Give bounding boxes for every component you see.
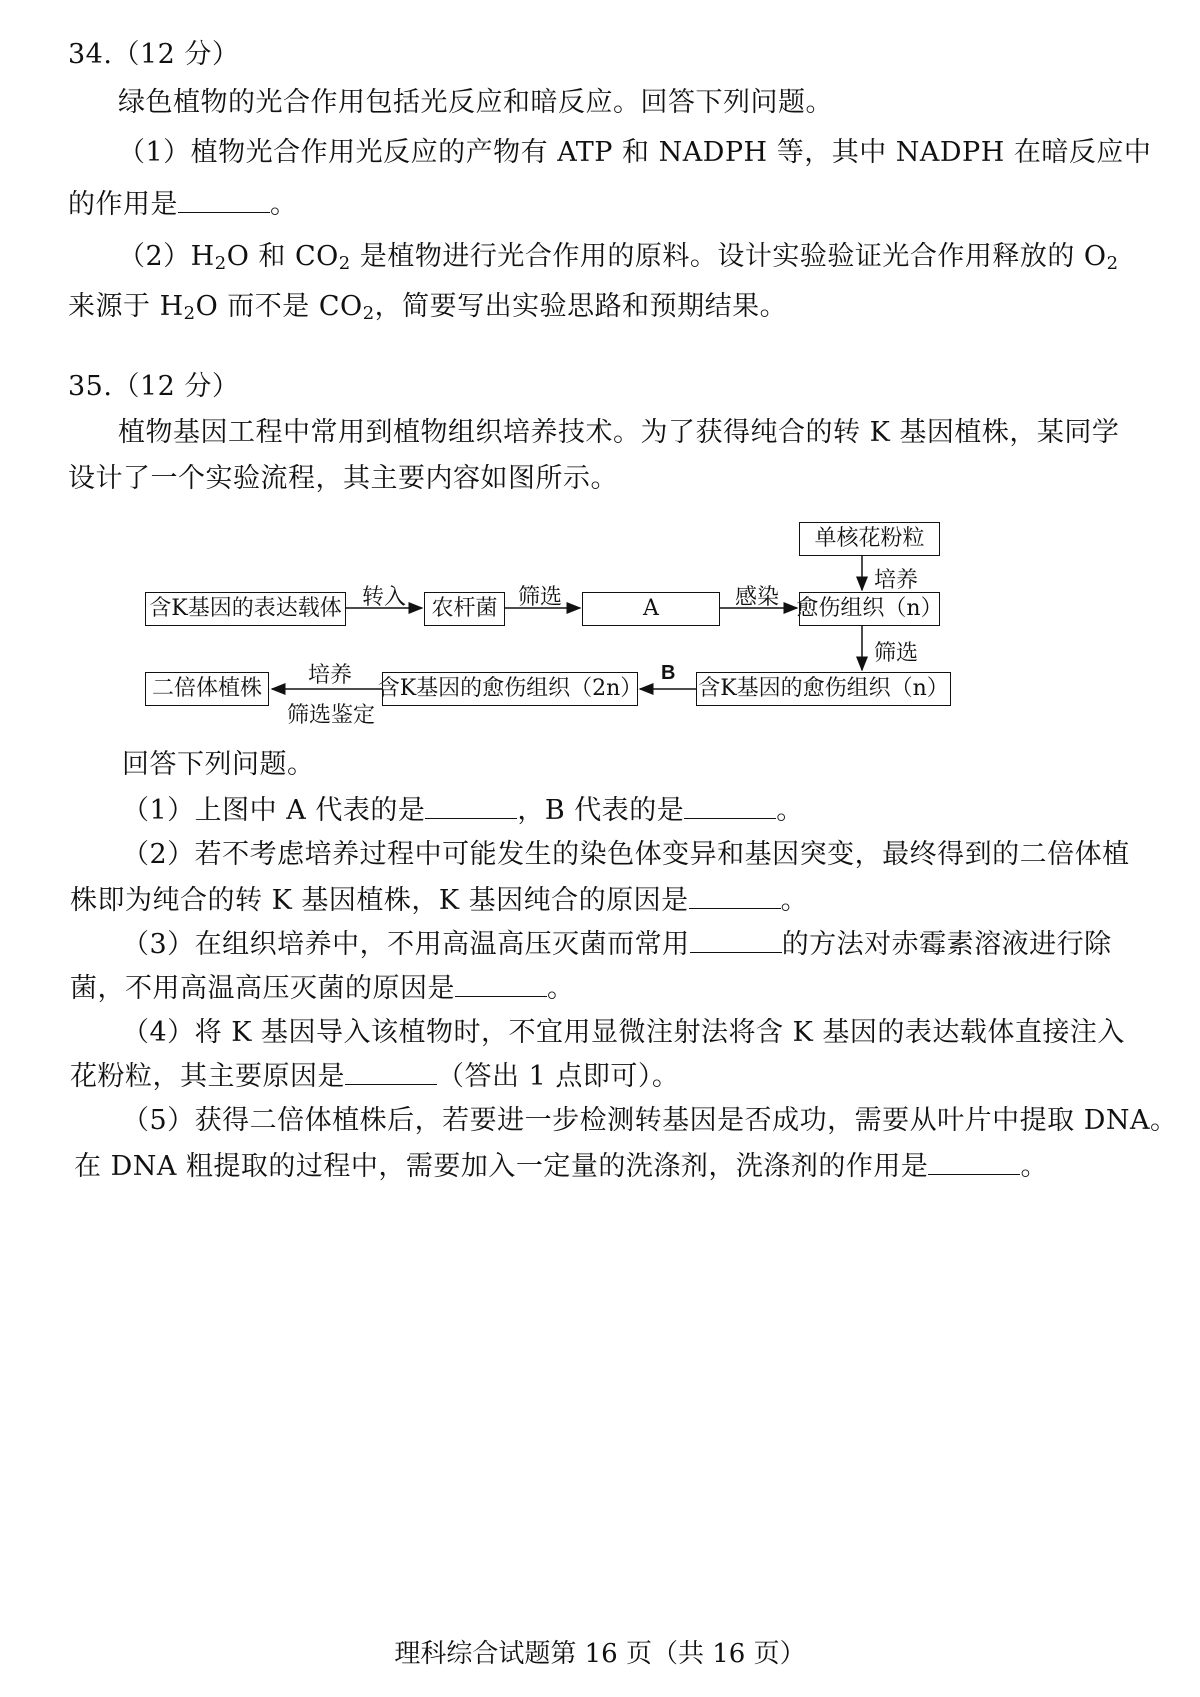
punct: 。 <box>780 885 809 916</box>
q34-part1-line1: （1）植物光合作用光反应的产物有 ATP 和 NADPH 等，其中 NADPH 在暗反应中 <box>118 137 1152 168</box>
label-B: B <box>661 662 676 684</box>
box-callus-n: 愈伤组织（n） <box>799 592 940 626</box>
box-A: A <box>582 592 720 626</box>
q34-part2-text: O 而不是 CO <box>195 291 363 322</box>
label-culture2: 培养 <box>308 663 353 688</box>
q35-sub5-line1: （5）获得二倍体植株后，若要进一步检测转基因是否成功，需要从叶片中提取 DNA。 <box>122 1105 1178 1136</box>
punct: 。 <box>1020 1151 1048 1182</box>
box-k-callus-2n: 含K基因的愈伤组织（2n） <box>382 672 638 706</box>
diagram-arrows <box>0 0 1200 760</box>
q35-sub2-line2 <box>70 884 808 918</box>
subscript: 2 <box>183 303 196 324</box>
q35-header: 35.（12 分） <box>68 371 240 402</box>
punct: 。 <box>776 795 804 826</box>
answer-blank <box>425 796 517 819</box>
label-screen-down: 筛选 <box>874 641 919 666</box>
answer-blank <box>928 1152 1020 1175</box>
q35-sub3-line2 <box>70 972 575 1006</box>
q35-sub3-text: （3）在组织培养中，不用高温高压灭菌而常用 <box>122 929 690 960</box>
answer-blank <box>689 886 781 909</box>
answer-blank <box>690 930 782 953</box>
q35-sub4-text: 花粉粒，其主要原因是 <box>70 1061 345 1092</box>
q35-sub5-line2 <box>74 1150 1048 1184</box>
subscript: 2 <box>214 253 227 274</box>
answer-blank <box>684 796 776 819</box>
q34-part1-text: 的作用是 <box>68 189 178 220</box>
label-transfer: 转入 <box>362 585 407 610</box>
q35-sub4-line1: （4）将 K 基因导入该植物时，不宜用显微注射法将含 K 基因的表达载体直接注入 <box>122 1017 1125 1048</box>
label-identify: 筛选鉴定 <box>287 703 376 728</box>
answer-blank <box>345 1062 437 1085</box>
q35-sub3-text: 的方法对赤霉素溶液进行除 <box>781 929 1112 960</box>
subscript: 2 <box>362 303 375 324</box>
q34-header: 34.（12 分） <box>68 39 240 70</box>
answer-blank <box>455 974 547 997</box>
q34-part2-text: ，简要写出实验思路和预期结果。 <box>374 291 788 322</box>
punct: 。 <box>547 973 575 1004</box>
label-infect: 感染 <box>735 585 780 610</box>
q35-sub4-text: （答出 1 点即可）。 <box>437 1061 680 1092</box>
q35-sub5-text: 在 DNA 粗提取的过程中，需要加入一定量的洗涤剂，洗涤剂的作用是 <box>74 1151 929 1182</box>
q34-part2-text: 来源于 H <box>68 291 184 322</box>
box-agrobacterium: 农杆菌 <box>424 592 505 626</box>
subscript: 2 <box>338 253 351 274</box>
q35-sub1 <box>122 794 804 828</box>
q35-intro-line1: 植物基因工程中常用到植物组织培养技术。为了获得纯合的转 K 基因植株，某同学 <box>118 417 1120 448</box>
label-screen: 筛选 <box>518 585 563 610</box>
q35-prompt: 回答下列问题。 <box>122 749 315 780</box>
q35-sub4-line2 <box>70 1060 679 1094</box>
page-footer: 理科综合试题第 16 页（共 16 页） <box>394 1639 806 1669</box>
q35-sub1-text: ，B 代表的是 <box>517 795 685 826</box>
subscript: 2 <box>1106 253 1119 274</box>
q35-intro-line2: 设计了一个实验流程，其主要内容如图所示。 <box>68 463 618 494</box>
punct: 。 <box>270 189 298 220</box>
q34-part2-text: 是植物进行光合作用的原料。设计实验验证光合作用释放的 O <box>350 241 1107 272</box>
box-k-callus-n: 含K基因的愈伤组织（n） <box>696 672 951 706</box>
q35-sub2-text: 株即为纯合的转 K 基因植株，K 基因纯合的原因是 <box>70 885 689 916</box>
label-culture: 培养 <box>874 568 919 593</box>
box-pollen: 单核花粉粒 <box>799 522 940 556</box>
box-diploid-plant: 二倍体植株 <box>145 672 269 706</box>
q35-sub2-line1: （2）若不考虑培养过程中可能发生的染色体变异和基因突变，最终得到的二倍体植 <box>122 839 1130 870</box>
q34-part2-text: O 和 CO <box>226 241 339 272</box>
q35-sub3-line1 <box>122 928 1112 962</box>
q35-sub3-text: 菌，不用高温高压灭菌的原因是 <box>70 973 455 1004</box>
box-expression-vector: 含K基因的表达载体 <box>145 592 346 626</box>
q35-sub1-text: （1）上图中 A 代表的是 <box>122 795 426 826</box>
q34-intro: 绿色植物的光合作用包括光反应和暗反应。回答下列问题。 <box>118 87 833 118</box>
q34-part2-text: （2）H <box>118 241 215 272</box>
